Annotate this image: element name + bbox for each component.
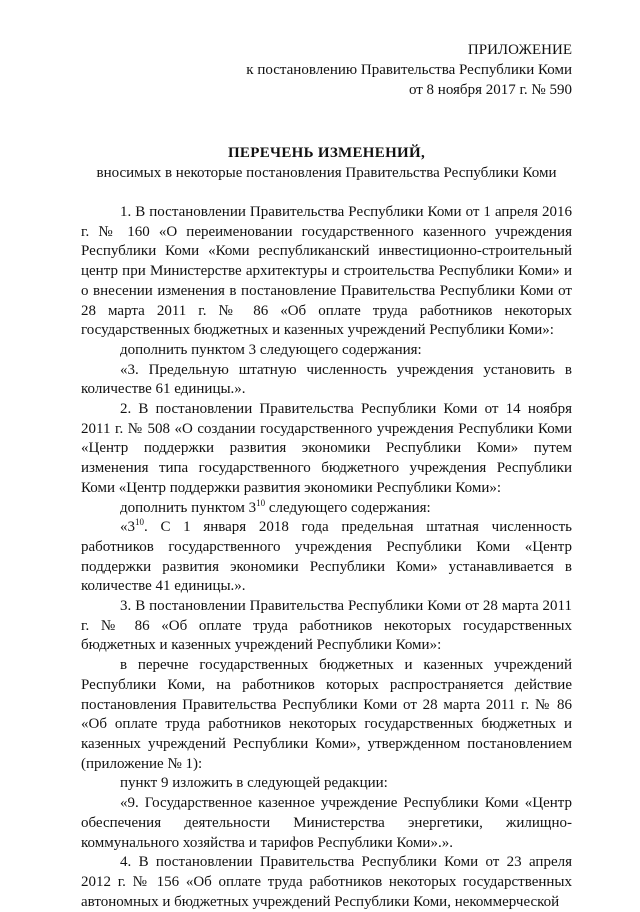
paragraph-10: «9. Государственное казенное учреждение Республики Коми «Центр обеспечения деятельности Министерства энергетики, жилищно-коммунального хозяйства и тарифов Республики Коми».». xyxy=(81,795,572,851)
paragraph-3: «3. Предельную штатную численность учреждения установить в количестве 61 единицы.». xyxy=(81,361,572,398)
document-body xyxy=(81,203,572,912)
document-heading xyxy=(81,143,572,183)
paragraph-1: 1. В постановлении Правительства Республики Коми от 1 апреля 2016 г. № 160 «О переименовании государственного казенного учреждения Республики Коми «Коми республиканский инвестиционно-строительный центр при Министерстве архитектуры и строительства Республики Коми» и о внесении изменения в постановление Правительства Республики Коми от 28 марта 2011 г. № 86 «Об оплате труда работников некоторых государственных бюджетных и казенных учреждений Республики Коми»: xyxy=(81,204,572,339)
appendix-date: от 8 ноября 2017 г. № 590 xyxy=(408,82,572,98)
paragraph-6 xyxy=(81,518,572,597)
paragraph-5 xyxy=(81,499,572,519)
appendix-reference: к постановлению Правительства Республики Коми xyxy=(246,62,572,78)
paragraph-5-text-b: следующего содержания: xyxy=(265,499,431,516)
paragraph-7: 3. В постановлении Правительства Республики Коми от 28 марта 2011 г. № 86 «Об оплате труда работников некоторых государственных бюджетных и казенных учреждений Республики Коми»: xyxy=(81,598,572,654)
appendix-block xyxy=(81,40,572,100)
paragraph-8: в перечне государственных бюджетных и казенных учреждений Республики Коми, на работников которых распространяется действие постановления Правительства Республики Коми от 28 марта 2011 г. № 86 «Об оплате труда работников некоторых государственных бюджетных и казенных учреждений Республики Коми», утвержденном постановлением (приложение № 1): xyxy=(81,657,572,772)
paragraph-11: 4. В постановлении Правительства Республики Коми от 23 апреля 2012 г. № 156 «Об оплате труда работников некоторых государственных автономных и бюджетных учреждений Республики Коми, некоммерческой xyxy=(81,854,572,910)
paragraph-2: дополнить пунктом 3 следующего содержания: xyxy=(120,341,422,358)
appendix-title: ПРИЛОЖЕНИЕ xyxy=(467,42,572,58)
document-title: ПЕРЕЧЕНЬ ИЗМЕНЕНИЙ, xyxy=(227,145,426,161)
paragraph-4: 2. В постановлении Правительства Республики Коми от 14 ноября 2011 г. № 508 «О создании государственного учреждения Республики Коми «Центр поддержки развития экономики Республики Коми» путем изменения типа государственного бюджетного учреждения Республики Коми «Центр поддержки развития экономики Республики Коми»: xyxy=(81,401,572,496)
document-subtitle: вносимых в некоторые постановления Правительства Республики Коми xyxy=(96,165,557,181)
paragraph-5-superscript: 10 xyxy=(256,497,266,508)
paragraph-6-text-a: «3 xyxy=(120,519,135,536)
paragraph-6-text-b: . С 1 января 2018 года предельная штатная численность работников государственного учреждения Республики Коми «Центр поддержки развития экономики Республики Коми» устанавливается в количестве 41 единицы.». xyxy=(81,519,572,595)
paragraph-5-text-a: дополнить пунктом 3 xyxy=(120,499,257,516)
paragraph-9: пункт 9 изложить в следующей редакции: xyxy=(120,775,388,792)
paragraph-6-superscript: 10 xyxy=(135,517,144,528)
